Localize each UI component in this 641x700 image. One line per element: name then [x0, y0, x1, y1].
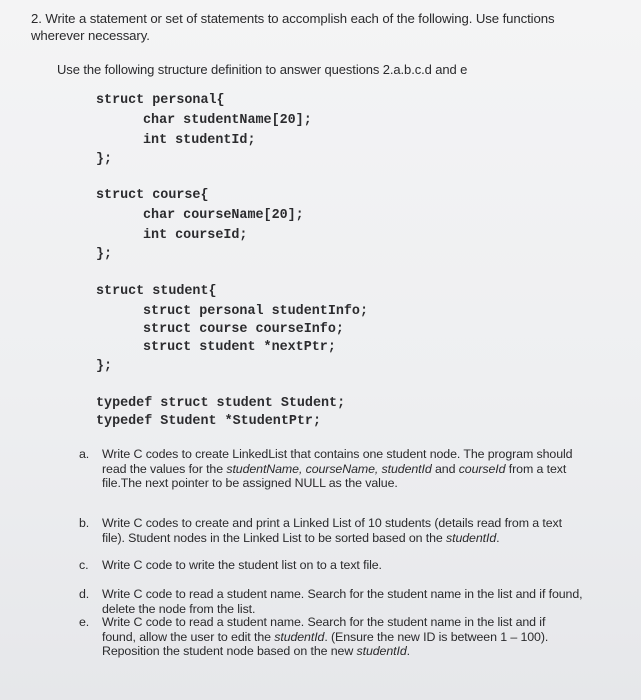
- code-personal-open: struct personal{: [96, 93, 225, 108]
- item-d-label: d.: [79, 587, 90, 601]
- item-b-line-1: Write C codes to create and print a Linked List of 10 students (details read from a text: [102, 516, 562, 530]
- item-a-label: a.: [79, 447, 90, 461]
- item-c-label: c.: [79, 558, 89, 572]
- code-student-field-1: struct personal studentInfo;: [143, 304, 368, 319]
- code-student-field-2: struct course courseInfo;: [143, 322, 344, 337]
- code-student-close: };: [96, 359, 113, 374]
- intro-text: Use the following structure definition to answer questions 2.a.b.c.d and e: [57, 62, 468, 77]
- code-typedef-2: typedef Student *StudentPtr;: [96, 414, 321, 429]
- code-course-field-2: int courseId;: [143, 228, 248, 243]
- code-student-field-3: struct student *nextPtr;: [143, 340, 336, 355]
- code-student-open: struct student{: [96, 284, 217, 299]
- item-e-label: e.: [79, 615, 90, 629]
- item-e-line-1: Write C code to read a student name. Search for the student name in the list and if: [102, 615, 546, 629]
- item-b-line-2: file). Student nodes in the Linked List to be sorted based on the studentId.: [102, 530, 500, 545]
- item-d-line-1: Write C code to read a student name. Search for the student name in the list and if found,: [102, 587, 583, 601]
- code-typedef-1: typedef struct student Student;: [96, 396, 346, 411]
- item-d-line-2: delete the node from the list.: [102, 601, 256, 616]
- item-e-line-2: found, allow the user to edit the studentId. (Ensure the new ID is between 1 – 100).: [102, 629, 549, 644]
- code-personal-field-1: char studentName[20];: [143, 113, 312, 128]
- code-personal-field-2: int studentId;: [143, 133, 256, 148]
- item-b-label: b.: [79, 516, 90, 530]
- item-e-line-3: Reposition the student node based on the new studentId.: [102, 644, 410, 658]
- heading-line-1: 2. Write a statement or set of statements to accomplish each of the following. Use functions: [31, 11, 555, 26]
- code-course-close: };: [96, 247, 113, 262]
- heading-line-2: wherever necessary.: [31, 28, 150, 43]
- code-course-field-1: char courseName[20];: [143, 208, 304, 223]
- item-a-line-3: file.The next pointer to be assigned NULL as the value.: [102, 476, 398, 490]
- question-heading: [31, 10, 621, 44]
- item-a-line-1: Write C codes to create LinkedList that contains one student node. The program should: [102, 447, 573, 461]
- item-a-line-2: read the values for the studentName, courseName, studentId and courseId from a text: [102, 461, 567, 476]
- item-c-line-1: Write C code to write the student list on to a text file.: [102, 558, 382, 572]
- code-personal-close: };: [96, 152, 113, 167]
- code-course-open: struct course{: [96, 188, 209, 203]
